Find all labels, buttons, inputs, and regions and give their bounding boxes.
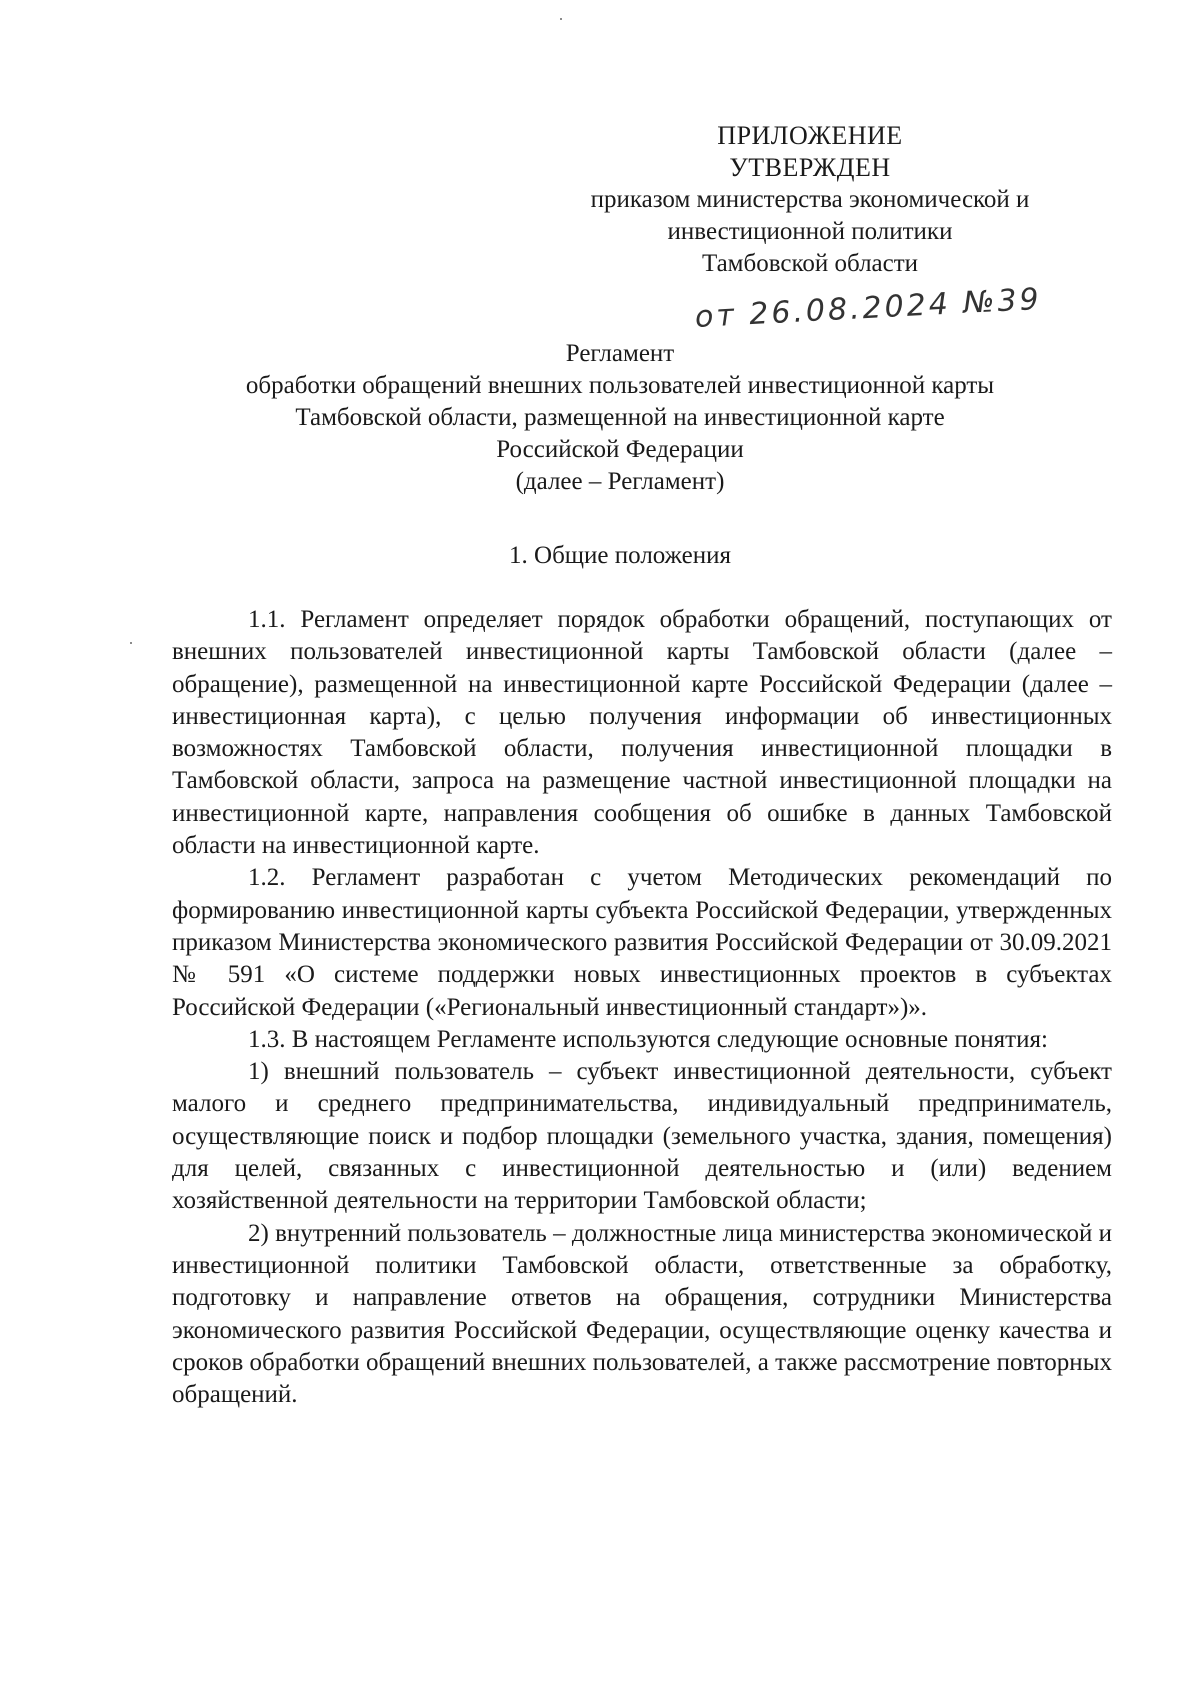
document-body [172, 604, 1112, 1411]
paragraph-1-3: 1.3. В настоящем Регламенте используются следующие основные понятия: [248, 1025, 1048, 1053]
definition-2: 2) внутренний пользователь – должностные лица министерства экономической и инвестиционной политики Тамбовской области, ответственные за обработку, подготовку и направление ответов на обращения, сотрудники Министерства экономического развития Российской Федерации, осуществляющие оценку качества и сроков обработки обращений внешних пользователей, а также рассмотрение повторных обращений. [172, 1219, 1112, 1409]
title-line-4: Российской Федерации [496, 436, 744, 463]
definition-1: 1) внешний пользователь – субъект инвестиционной деятельности, субъект малого и среднего предпринимательства, индивидуальный предприниматель, осуществляющие поиск и подбор площадки (земельного участка, здания, помещения) для целей, связанных с инвестиционной деятельностью и (или) ведением хозяйственной деятельности на территории Тамбовской области; [172, 1058, 1112, 1215]
paragraph-1-2: 1.2. Регламент разработан с учетом Методических рекомендаций по формированию инвестиционной карты субъекта Российской Федерации, утвержденных приказом Министерства экономического развития Российской Федерации от 30.09.2021 № 591 «О системе поддержки новых инвестиционных проектов в субъектах Российской Федерации («Региональный инвестиционный стандарт»)». [172, 864, 1112, 1021]
title-line-5: (далее – Регламент) [515, 468, 725, 495]
title-line-2: обработки обращений внешних пользователей инвестиционной карты [245, 372, 995, 399]
order-line-1: приказом министерства экономической и [590, 186, 1030, 213]
handwritten-date-number: от 26.08.2024 №39 [694, 281, 1043, 335]
title-line-3: Тамбовской области, размещенной на инвестиционной карте [295, 404, 945, 431]
scan-speck [130, 642, 132, 644]
title-line-1: Регламент [565, 340, 675, 367]
section-heading: 1. Общие положения [509, 542, 731, 569]
approved-label: УТВЕРЖДЕН [729, 153, 891, 182]
order-line-2: инвестиционной политики [667, 218, 953, 245]
document-title [160, 338, 1080, 498]
approval-stamp-block [560, 120, 1060, 280]
order-line-3: Тамбовской области [701, 250, 919, 277]
paragraph-1-1: 1.1. Регламент определяет порядок обработки обращений, поступающих от внешних пользователей инвестиционной карты Тамбовской области (далее – обращение), размещенной на инвестиционной карте Российской Федерации (далее – инвестиционная карта), с целью получения информации об инвестиционных возможностях Тамбовской области, получения инвестиционной площадки в Тамбовской области, запроса на размещение частной инвестиционной площадки на инвестиционной карте, направления сообщения об ошибке в данных Тамбовской области на инвестиционной карте. [172, 606, 1112, 860]
scan-speck [560, 18, 562, 20]
appendix-label: ПРИЛОЖЕНИЕ [717, 121, 903, 150]
